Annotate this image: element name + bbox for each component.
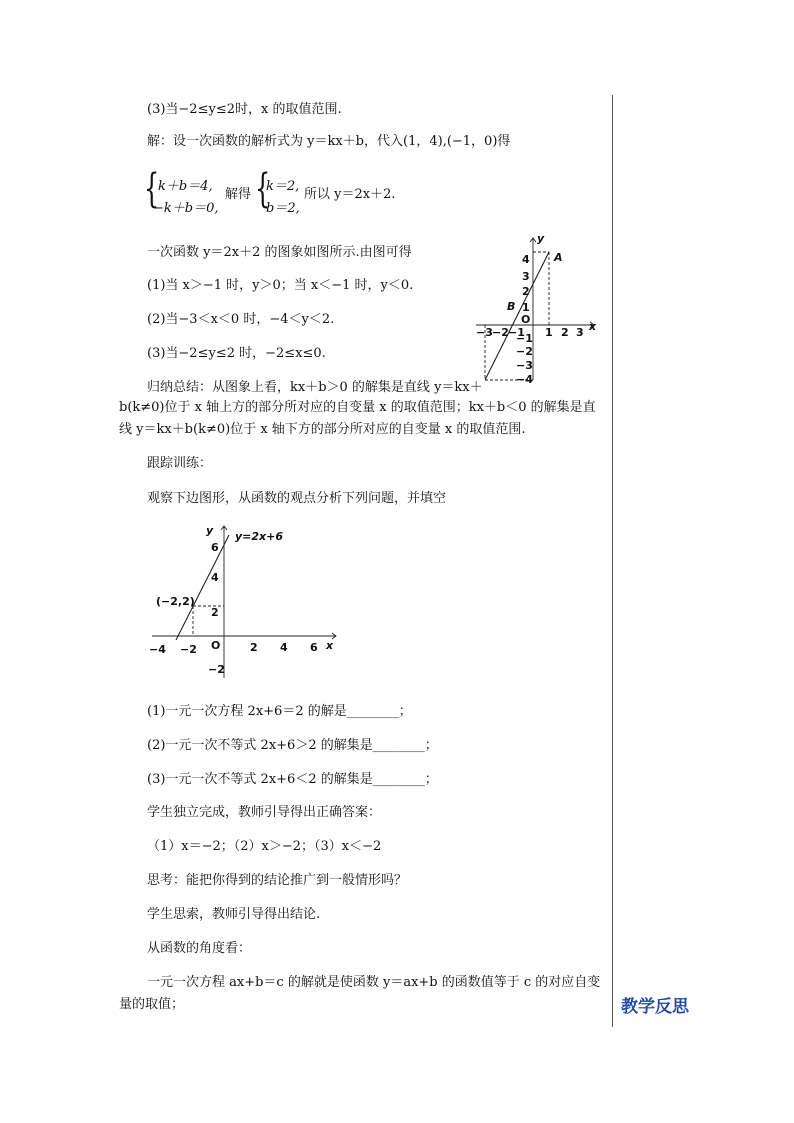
text-line-12: (1)一元一次方程 2x+6＝2 的解是________；	[147, 704, 412, 719]
solve-word: 解得	[225, 187, 252, 202]
y-tick-1: 1	[522, 301, 530, 314]
y-tick-2: 2	[211, 606, 219, 619]
text-line-21: 量的取值；	[119, 997, 185, 1012]
text-line-15: 学生独立完成，教师引导得出正确答案：	[147, 805, 382, 820]
y-tick-minus2: −2	[208, 663, 225, 676]
text-line-10: 跟踪训练：	[147, 456, 213, 471]
text-line-1: (3)当−2≤y≤2时，x 的取值范围.	[147, 102, 342, 117]
text-line-3: 一次函数 y＝2x＋2 的图象如图所示.由图可得	[147, 245, 412, 260]
y-axis-label: y	[206, 524, 214, 537]
text-line-19: 从函数的角度看：	[147, 941, 252, 956]
text-line-20: 一元一次方程 ax+b＝c 的解就是使函数 y＝ax+b 的函数值等于 c 的对应自变	[147, 975, 601, 990]
text-line-5: (2)当−3＜x＜0 时，−4＜y＜2.	[147, 312, 335, 327]
x-tick-minus2: −2	[492, 326, 509, 339]
system1-line2: −k＋b＝0,	[153, 201, 219, 216]
y-tick-minus4: −4	[516, 373, 533, 386]
left-brace-1: {	[144, 166, 160, 212]
system2-line1: k＝2,	[266, 179, 300, 194]
x-tick-minus1: −1	[508, 326, 525, 339]
graph-linear-function-2	[142, 518, 347, 680]
point-label: (−2,2)	[156, 595, 195, 608]
text-line-4: (1)当 x＞−1 时，y＞0；当 x＜−1 时，y＜0.	[147, 278, 414, 293]
x-tick-2: 2	[250, 641, 258, 654]
text-line-8: b(k≠0)位于 x 轴上方的部分所对应的自变量 x 的取值范围；kx＋b＜0 的解集是直	[119, 400, 596, 415]
text-line-9: 线 y＝kx＋b(k≠0)位于 x 轴下方的部分所对应的自变量 x 的取值范围.	[119, 422, 526, 437]
text-line-11: 观察下边图形，从函数的观点分析下列问题，并填空	[147, 491, 447, 506]
origin-label: O	[521, 313, 531, 326]
text-line-18: 学生思索，教师引导得出结论.	[147, 907, 321, 922]
y-tick-minus3: −3	[516, 359, 533, 372]
text-line-7: 归纳总结：从图象上看，kx＋b＞0 的解集是直线 y＝kx＋	[147, 380, 483, 395]
column-divider	[612, 95, 613, 1027]
x-axis-label: x	[589, 320, 597, 333]
left-brace-2: {	[255, 166, 271, 212]
system2-line2: b＝2,	[266, 201, 300, 216]
x-tick-1: 1	[545, 326, 553, 339]
y-tick-4: 4	[522, 253, 530, 266]
system-result: 所以 y＝2x＋2.	[304, 187, 396, 202]
x-tick-3: 3	[576, 326, 584, 339]
x-tick-4: 4	[280, 641, 288, 654]
system1-line1: k＋b＝4,	[158, 179, 213, 194]
point-a-label: A	[554, 251, 563, 264]
x-axis-label: x	[326, 639, 334, 652]
function-line	[176, 535, 229, 640]
x-tick-minus4: −4	[149, 643, 166, 656]
x-tick-minus3: −3	[476, 326, 493, 339]
point-b-label: B	[507, 300, 516, 313]
text-line-14: (3)一元一次不等式 2x+6＜2 的解集是________；	[147, 772, 438, 787]
text-line-13: (2)一元一次不等式 2x+6＞2 的解集是________；	[147, 738, 438, 753]
teaching-reflection-label: 教学反思	[621, 997, 689, 1017]
line-label: y=2x+6	[235, 530, 284, 543]
origin-label: O	[211, 639, 221, 652]
y-axis-label: y	[537, 232, 545, 245]
y-tick-2: 2	[522, 285, 530, 298]
y-tick-minus1: −1	[516, 332, 533, 345]
text-line-16: （1）x＝−2；（2）x＞−2；（3）x＜−2	[147, 839, 382, 854]
text-line-17: 思考：能把你得到的结论推广到一般情形吗？	[147, 873, 408, 888]
text-line-2: 解：设一次函数的解析式为 y＝kx＋b，代入(1，4),(−1，0)得	[147, 134, 511, 149]
y-tick-4: 4	[211, 571, 219, 584]
text-line-6: (3)当−2≤y≤2 时，−2≤x≤0.	[147, 346, 326, 361]
y-tick-6: 6	[211, 541, 219, 554]
x-tick-2: 2	[561, 326, 569, 339]
graph-linear-function-1	[470, 228, 605, 388]
y-tick-3: 3	[522, 270, 530, 283]
y-tick-minus2: −2	[516, 345, 533, 358]
x-tick-minus2: −2	[180, 643, 197, 656]
x-tick-6: 6	[310, 641, 318, 654]
